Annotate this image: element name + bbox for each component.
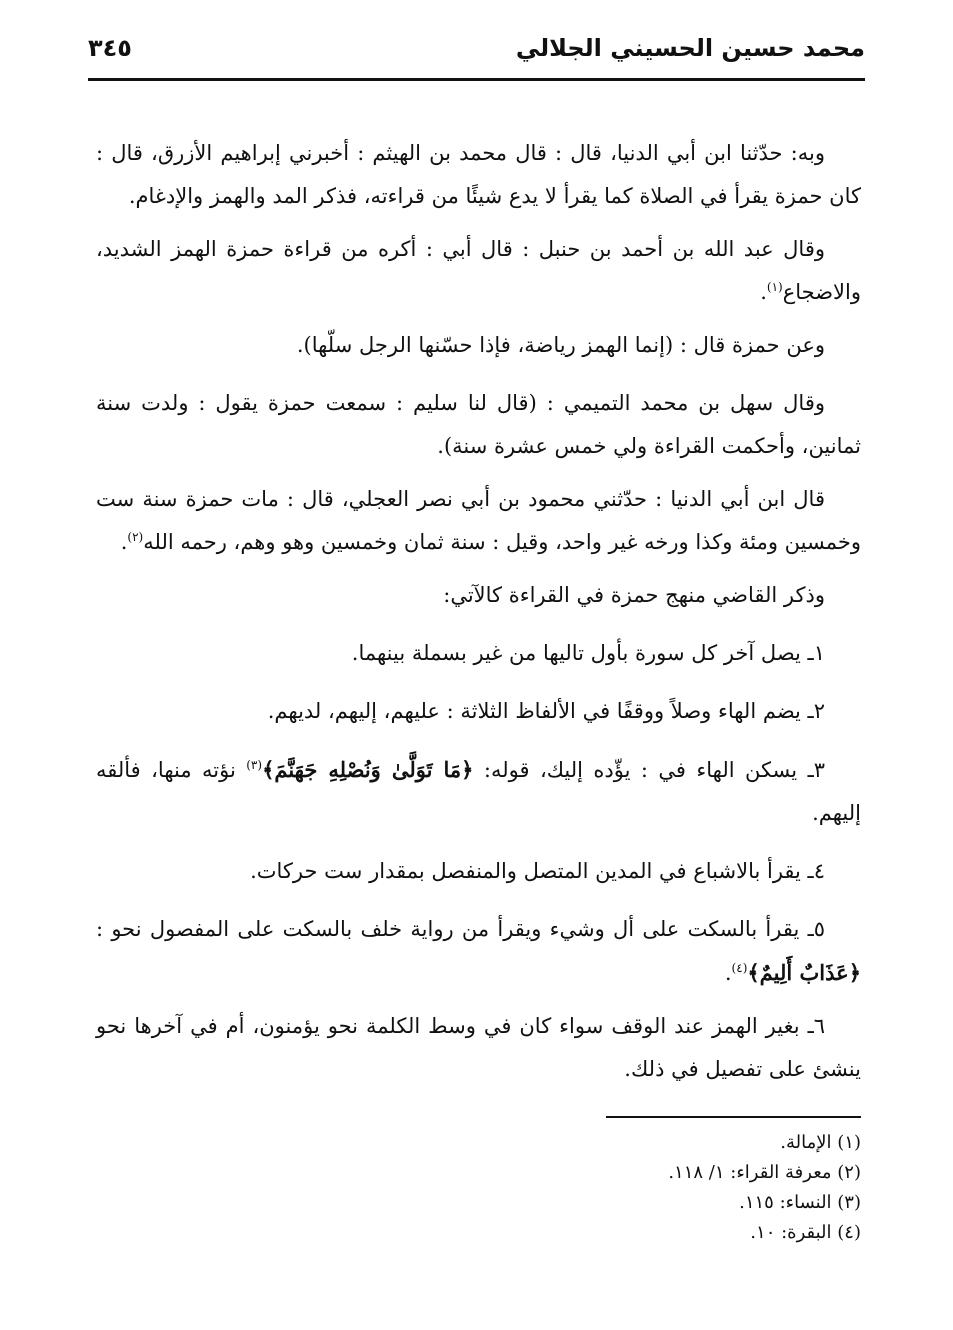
footnote-3: (٣) النساء: ١١٥. [739, 1192, 861, 1213]
footnote-4: (٤) البقرة: ١٠. [750, 1222, 861, 1243]
footnote-ref-1: (١) [766, 280, 783, 294]
paragraph-6: وذكر القاضي منهج حمزة في القراءة كالآتي: [443, 583, 825, 607]
page-header [88, 26, 865, 81]
footnote-divider [606, 1116, 861, 1118]
list-item-5 [96, 908, 861, 995]
list-item-3-text-a: ٣ـ يسكن الهاء في : يؤّده إليك، قوله: [473, 758, 825, 782]
paragraph-1: وبه: حدّثنا ابن أبي الدنيا، قال : قال محمد بن الهيثم : أخبرني إبراهيم الأزرق، قال : كان حمزة يقرأ في الصلاة كما يقرأ لا يدع شيئًا من قراءته، فذكر المد والهمز والإدغام. [96, 141, 861, 208]
paragraph-2-text: وقال عبد الله بن أحمد بن حنبل : قال أبي : أكره من قراءة حمزة الهمز الشديد، والاضجاع [96, 237, 861, 304]
list-item-2: ٢ـ يضم الهاء وصلاً ووقفًا في الألفاظ الثلاثة : عليهم، إليهم، لديهم. [267, 699, 825, 723]
list-item-6: ٦ـ بغير الهمز عند الوقف سواء كان في وسط الكلمة نحو يؤمنون، أم في آخرها نحو ينشئ على تفصيل في ذلك. [96, 1014, 861, 1081]
list-item-1: ١ـ يصل آخر كل سورة بأول تاليها من غير بسملة بينهما. [351, 641, 825, 665]
list-item-4: ٤ـ يقرأ بالاشباع في المدين المتصل والمنفصل بمقدار ست حركات. [250, 859, 825, 883]
list-item-5-end: . [724, 961, 732, 985]
quran-verse-2: ﴿عَذَابٌ أَلِيمٌ﴾ [747, 960, 861, 985]
paragraph-5-text: قال ابن أبي الدنيا : حدّثني محمود بن أبي نصر العجلي، قال : مات حمزة سنة ست وخمسين ومئة وكذا ورخه غير واحد، وقيل : سنة ثمان وخمسين وهو وهم، رحمه الله [96, 487, 861, 554]
list-item-3-text-b: نؤته منها، فألقه إليهم. [96, 758, 861, 825]
page-number: ٣٤٥ [88, 34, 132, 62]
list-item-3 [96, 748, 861, 835]
footnote-ref-3: (٣) [246, 758, 263, 772]
footnote-1: (١) الإمالة. [780, 1132, 861, 1153]
paragraph-2 [96, 228, 861, 314]
running-title: محمد حسين الحسيني الجلالي [515, 34, 865, 62]
paragraph-5-end: . [120, 530, 128, 554]
footnote-ref-4: (٤) [731, 961, 748, 975]
body-text [96, 132, 861, 1106]
paragraph-4: وقال سهل بن محمد التميمي : (قال لنا سليم : سمعت حمزة يقول : ولدت سنة ثمانين، وأحكمت القراءة ولي خمس عشرة سنة). [96, 391, 861, 458]
footnote-ref-2: (٢) [127, 530, 144, 544]
footnote-2: (٢) معرفة القراء: ١/ ١١٨. [668, 1162, 861, 1183]
list-item-5-text: ٥ـ يقرأ بالسكت على أل وشيء ويقرأ من رواية خلف بالسكت على المفصول نحو : [96, 917, 825, 941]
footnotes [341, 1128, 861, 1248]
paragraph-3: وعن حمزة قال : (إنما الهمز رياضة، فإذا حسّنها الرجل سلّها). [296, 333, 825, 357]
quran-verse-1: ﴿مَا تَوَلَّىٰ وَنُصْلِهِ جَهَنَّمَ﴾ [262, 757, 474, 782]
paragraph-2-end: . [760, 280, 767, 304]
paragraph-5 [96, 478, 861, 564]
